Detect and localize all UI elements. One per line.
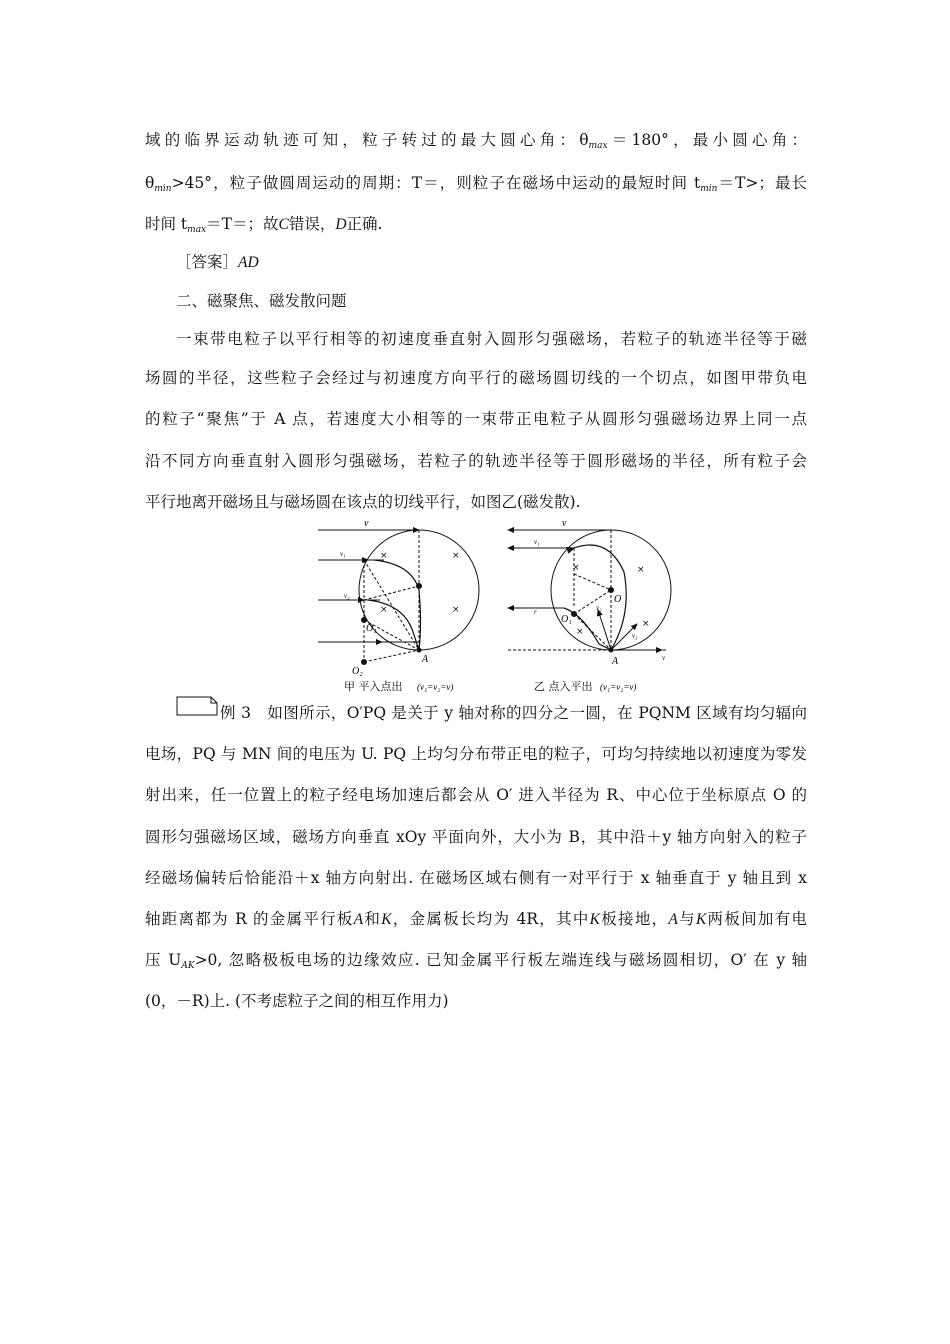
option-c: C — [278, 216, 289, 233]
answer-line — [176, 250, 259, 272]
text: >0, 忽略极板电场的边缘效应. 已知金属平行板左端连线与磁场圆相切，O′ 在 y 轴 — [194, 951, 807, 969]
subscript: min — [154, 184, 172, 194]
text: >45°，粒子做圆周运动的周期：T＝，则粒子在磁场中运动的最短时间 t — [171, 174, 701, 192]
right-diagram — [508, 530, 671, 652]
text: 和 — [363, 910, 382, 928]
theta-symbol: θ — [579, 131, 589, 149]
para1-line2 — [145, 171, 807, 193]
example3-line2: 电场，PQ 与 MN 间的电压为 U. PQ 上均匀分布带正电的粒子，可均匀持续地以初速度为零发 — [145, 745, 807, 763]
section-title: 二、磁聚焦、磁发散问题 — [176, 292, 347, 310]
svg-text:×: × — [572, 563, 580, 573]
figure-caption-left-eq: (v₁=v₂=v) — [417, 682, 454, 692]
label: v — [364, 518, 369, 529]
example3-line8: (0，－R)上. (不考虑粒子之间的相互作用力) — [145, 992, 449, 1010]
plate-a: A — [353, 911, 364, 928]
label: r — [534, 608, 537, 616]
plate-k: K — [381, 911, 392, 928]
text: ＝180°，最小圆心角： — [607, 131, 807, 149]
figure-caption-right: 乙 点入平出 — [534, 680, 593, 693]
label: A — [612, 656, 619, 667]
plate-k: K — [695, 911, 707, 928]
svg-text:×: × — [637, 565, 645, 575]
figure-caption-right-eq: (v₁=v₂=v) — [600, 682, 637, 692]
label: O₂ — [352, 666, 363, 677]
label: O₁ — [561, 614, 572, 625]
label: A — [422, 654, 429, 665]
text: 域的临界运动轨迹可知，粒子转过的最大圆心角： — [145, 131, 580, 149]
svg-text:×: × — [452, 551, 460, 561]
text: ＝T＝；故 — [206, 215, 279, 233]
example3-line3: 射出来，任一位置上的粒子经电场加速后都会从 O′ 进入半径为 R、中心位于坐标原点 O 的 — [145, 786, 807, 804]
subscript: AK — [181, 961, 195, 971]
label: v₁ — [534, 538, 540, 546]
para2-line3: 的粒子“聚焦”于 A 点，若速度大小相等的一束带正电粒子从圆形匀强磁场边界上同一点 — [145, 410, 807, 428]
example-label: 例 3 — [220, 704, 252, 722]
text: 错误， — [288, 215, 336, 233]
text: 板接地， — [600, 910, 669, 928]
text: ＝T>；最长 — [717, 174, 807, 192]
para2-line4: 沿不同方向垂直射入圆形匀强磁场，若粒子的轨迹半径等于圆形磁场的半径，所有粒子会 — [145, 452, 807, 470]
svg-text:×: × — [380, 605, 388, 615]
example3-line4: 圆形匀强磁场区域，磁场方向垂直 xOy 平面向外，大小为 B，其中沿＋y 轴方向射入的粒子 — [145, 828, 807, 846]
text: 时间 t — [145, 215, 188, 233]
label: O₁ — [366, 623, 377, 634]
svg-text:×: × — [642, 619, 650, 629]
para2-line2: 场圆的半径，这些粒子会经过与初速度方向平行的磁场圆切线的一个切点，如图甲带负电 — [145, 369, 807, 387]
answer-label: ［答案］ — [176, 253, 239, 271]
label: v — [562, 518, 567, 529]
label: v — [662, 654, 666, 662]
text: 压 U — [145, 951, 182, 969]
option-d: D — [335, 216, 347, 233]
figure-caption-left: 甲 平入点出 — [344, 680, 403, 693]
para2-line5: 平行地离开磁场且与磁场圆在该点的切线平行，如图乙(磁发散). — [145, 493, 581, 511]
plate-a: A — [668, 911, 678, 928]
svg-text:×: × — [452, 605, 460, 615]
text: 轴距离都为 R 的金属平行板 — [145, 910, 354, 928]
example3-line7 — [145, 948, 807, 970]
svg-text:×: × — [380, 551, 388, 561]
example-tag-icon — [176, 696, 218, 716]
svg-text:×: × — [576, 627, 584, 637]
subscript: max — [588, 141, 608, 151]
label: v₃ — [632, 632, 638, 640]
para1-line1 — [145, 128, 807, 150]
label: v₁ — [340, 550, 346, 558]
para2-line1: 一束带电粒子以平行相等的初速度垂直射入圆形匀强磁场，若粒子的轨迹半径等于磁 — [176, 330, 807, 348]
example3-line1 — [220, 701, 807, 723]
magnetic-focus-figure — [312, 514, 672, 698]
text: 两板间加有电 — [706, 910, 807, 928]
theta-symbol: θ — [145, 174, 155, 192]
text: 如图所示，O′PQ 是关于 y 轴对称的四分之一圆，在 PQNM 区域有均匀辐向 — [267, 704, 807, 722]
para1-line3 — [145, 212, 382, 234]
example3-line6 — [145, 907, 807, 929]
label: v₂ — [596, 604, 602, 612]
label: O — [614, 594, 622, 605]
text: 与 — [677, 910, 696, 928]
text: ，金属板长均为 4R，其中 — [391, 910, 590, 928]
plate-k: K — [589, 911, 600, 928]
subscript: max — [187, 225, 207, 235]
text: 正确. — [346, 215, 383, 233]
example3-line5: 经磁场偏转后恰能沿＋x 轴方向射出. 在磁场区域右侧有一对平行于 x 轴垂直于 y 轴且到 x — [145, 869, 807, 887]
subscript: min — [700, 184, 718, 194]
answer-value: AD — [238, 254, 259, 271]
label: v₂ — [344, 592, 350, 600]
